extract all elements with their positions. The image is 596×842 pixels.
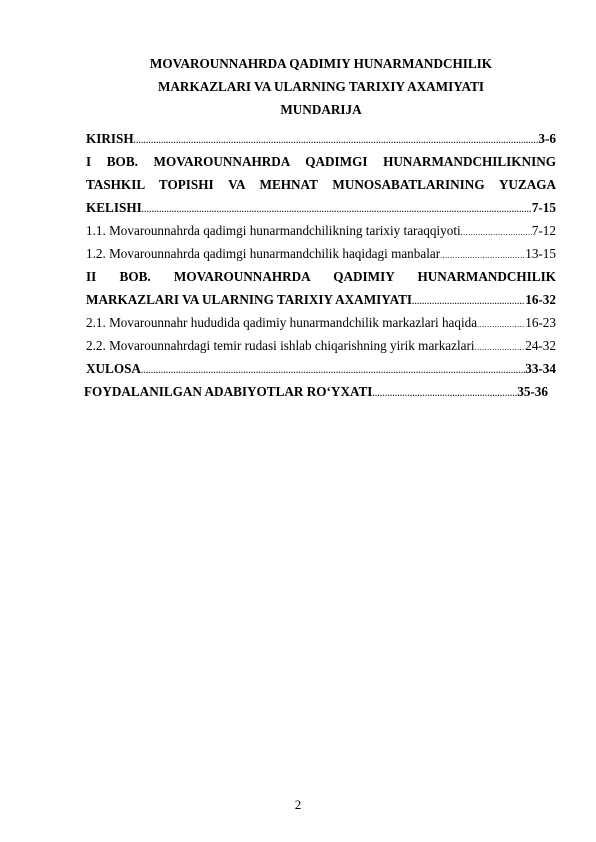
toc-label: FOYDALANILGAN ADABIYOTLAR RO‘YXATI [84, 384, 373, 399]
toc-label: MARKAZLARI VA ULARNING TARIXIY AXAMIYATI [86, 292, 413, 307]
toc-entry-xulosa[interactable] [86, 357, 556, 380]
toc-page: 35-36 [517, 384, 548, 399]
toc-label: 2.1. Movarounnahr hududida qadimiy hunarmandchilik markazlari haqida [86, 315, 478, 330]
toc-entry-2-2[interactable] [86, 334, 556, 357]
toc-label: XULOSA [86, 361, 141, 376]
toc-leader-dots [134, 129, 539, 150]
toc-page: 24-32 [525, 338, 556, 353]
toc-chapter-1-line-2[interactable]: TASHKIL TOPISHI VA MEHNAT MUNOSABATLARINING YUZAGA [86, 177, 556, 192]
toc-entry-1-2[interactable] [86, 242, 556, 265]
toc-leader-dots [461, 221, 532, 242]
toc-label: KELISHI [86, 200, 142, 215]
page-number: 2 [294, 797, 302, 812]
toc-leader-dots [142, 198, 532, 219]
toc-leader-dots [475, 336, 526, 357]
toc-leader-dots [440, 244, 525, 265]
toc-entry-kirish[interactable] [86, 127, 556, 150]
toc-leader-dots [412, 290, 525, 311]
toc-label: KIRISH [86, 131, 134, 146]
toc-entry-references[interactable] [84, 380, 548, 403]
toc-leader-dots [372, 382, 517, 403]
toc-page: 7-15 [531, 200, 556, 215]
toc-page: 16-23 [525, 315, 556, 330]
toc-leader-dots [141, 359, 525, 380]
toc-page: 7-12 [531, 223, 556, 238]
toc-entry-2-1[interactable] [86, 311, 556, 334]
toc-entry-chapter-1[interactable] [86, 196, 556, 219]
toc-page: 13-15 [525, 246, 556, 261]
toc-page: 33-34 [525, 361, 556, 376]
table-of-contents [86, 127, 556, 403]
toc-chapter-1-line-1[interactable]: I BOB. MOVAROUNNAHRDA QADIMGI HUNARMANDCHILIKNING [86, 154, 556, 169]
toc-label: 2.2. Movarounnahrdagi temir rudasi ishlab chiqarishning yirik markazlari [86, 338, 475, 353]
title-line-2: MARKAZLARI VA ULARNING TARIXIY AXAMIYATI [157, 79, 485, 94]
contents-heading: MUNDARIJA [280, 102, 362, 117]
toc-label: 1.1. Movarounnahrda qadimgi hunarmandchilikning tarixiy taraqqiyoti [86, 223, 461, 238]
toc-chapter-2-line-1[interactable]: II BOB. MOVAROUNNAHRDA QADIMIY HUNARMANDCHILIK [86, 269, 556, 284]
toc-leader-dots [477, 313, 525, 334]
toc-entry-1-1[interactable] [86, 219, 556, 242]
toc-page: 3-6 [538, 131, 556, 146]
toc-entry-chapter-2[interactable] [86, 288, 556, 311]
title-line-1: MOVAROUNNAHRDA QADIMIY HUNARMANDCHILIK [149, 56, 493, 71]
toc-page: 16-32 [525, 292, 556, 307]
toc-label: 1.2. Movarounnahrda qadimgi hunarmandchilik haqidagi manbalar [86, 246, 441, 261]
